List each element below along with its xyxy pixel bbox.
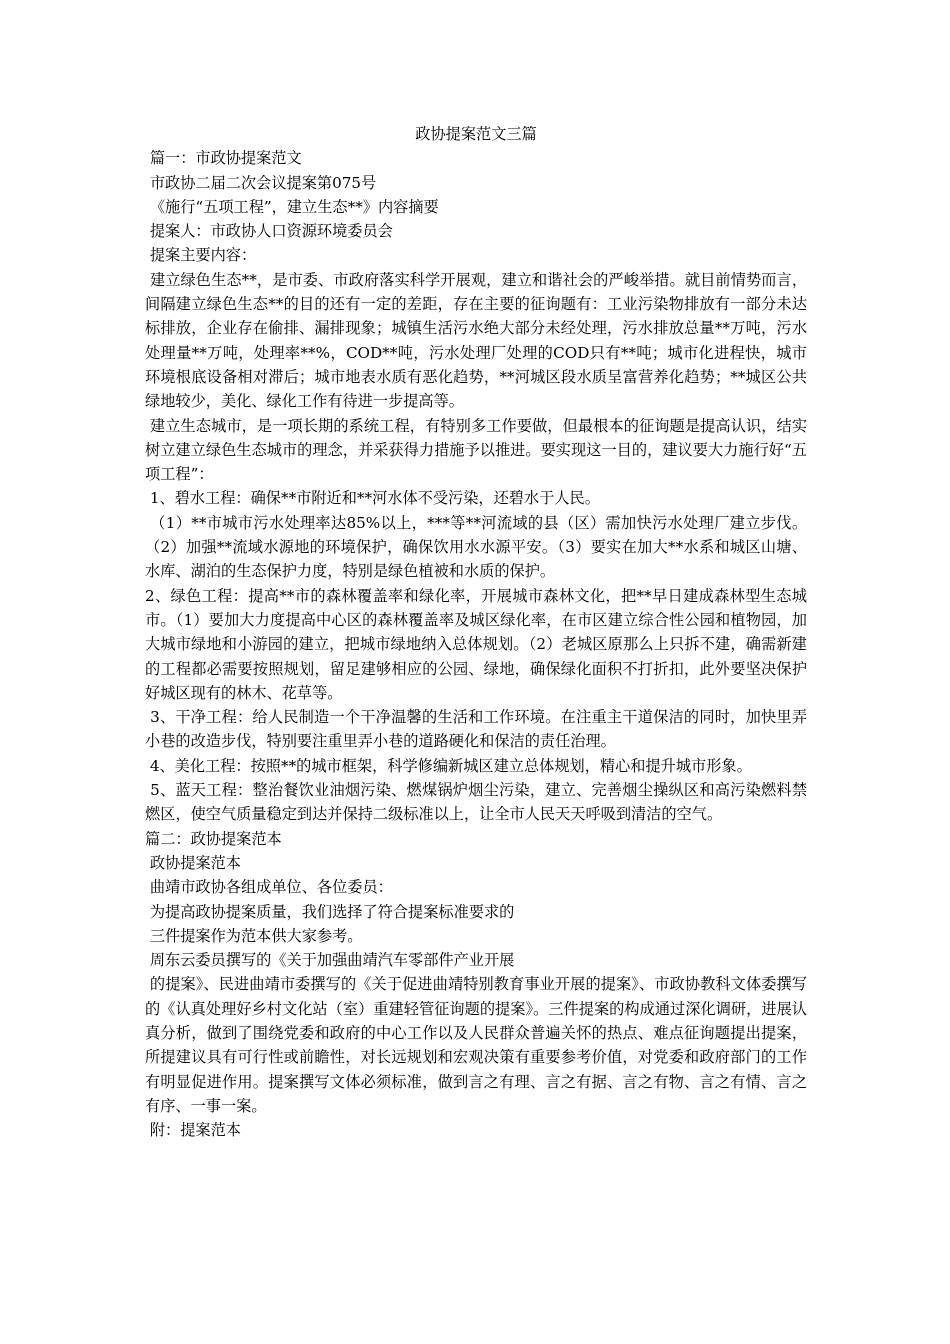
list-item: 5、蓝天工程：整治餐饮业油烟污染、燃煤锅炉烟尘污染，建立、完善烟尘操纵区和高污染燃料禁燃区，使空气质量稳定到达并保持二级标准以上，让全市人民天天呼吸到清洁的空气。 [145, 781, 808, 824]
salutation: 曲靖市政协各组成单位、各位委员： [145, 878, 393, 897]
body-paragraph: 为提高政协提案质量，我们选择了符合提案标准要求的 [145, 902, 515, 921]
document-page [145, 122, 807, 1142]
list-item: 4、美化工程：按照**的城市框架，科学修编新城区建立总体规划，精心和提升城市形象。 [145, 756, 752, 775]
list-item: 2、绿色工程：提高**市的森林覆盖率和绿化率，开展城市森林文化，把**早日建成森林型生态城市。（1）要加大力度提高中心区的森林覆盖率及城区绿化率，在市区建立综合性公园和植物园，加大城市绿地和小游园的建立，把城市绿地纳入总体规划。（2）老城区原那么上只拆不建，确需新建的工程都必需要按照规划，留足建够相应的公园、绿地，确保绿化面积不打折扣，此外要坚决保护好城区现有的林木、花草等。 [145, 586, 807, 702]
list-item: （1）**市城市污水处理率达85%以上，***等**河流域的县（区）需加快污水处理厂建立步伐。（2）加强**流域水源地的环境保护，确保饮用水水源平安。（3）要实在加大**水系和城区山塘、水库、湖泊的生态保护力度，特别是绿色植被和水质的保护。 [145, 513, 808, 581]
list-item: 1、碧水工程：确保**市附近和**河水体不受污染，还碧水于人民。 [145, 489, 600, 508]
section-heading-1: 篇一：市政协提案范文 [145, 149, 302, 168]
body-paragraph: 三件提案作为范本供大家参考。 [145, 926, 363, 945]
body-paragraph: 建立绿色生态**，是市委、市政府落实科学开展观，建立和谐社会的严峻举措。就目前情势而言，间隔建立绿色生态**的目的还有一定的差距，存在主要的征询题有：工业污染物排放有一部分未达标排放，企业存在偷排、漏排现象；城镇生活污水绝大部分未经处理，污水排放总量**万吨，污水处理量**万吨，处理率**%，COD**吨，污水处理厂处理的COD只有**吨；城市化进程快，城市环境根底设备相对滞后；城市地表水质有恶化趋势，**河城区段水质呈富营养化趋势；**城区公共绿地较少，美化、绿化工作有待进一步提高等。 [145, 270, 808, 411]
proposer: 提案人：市政协人口资源环境委员会 [145, 222, 393, 241]
content-label: 提案主要内容： [145, 246, 257, 265]
body-paragraph: 建立生态城市，是一项长期的系统工程，有特别多工作要做，但最根本的征询题是提高认识，结实树立建立绿色生态城市的理念，并采获得力措施予以推进。要实现这一目的，建议要大力施行好“五项工程”： [145, 416, 808, 484]
list-item: 3、干净工程：给人民制造一个干净温馨的生活和工作环境。在注重主干道保洁的同时，加快里弄小巷的改造步伐，特别要注重里弄小巷的道路硬化和保洁的责任治理。 [145, 708, 808, 751]
proposal-number: 市政协二届二次会议提案第075号 [145, 173, 377, 192]
document-title: 政协提案范文三篇 [415, 125, 537, 143]
proposal-title: 《施行“五项工程”，建立生态**》内容摘要 [145, 197, 439, 216]
subtitle: 政协提案范本 [145, 853, 241, 872]
appendix-label: 附：提案范本 [145, 1121, 241, 1140]
body-paragraph: 周东云委员撰写的《关于加强曲靖汽车零部件产业开展 [145, 951, 515, 970]
section-heading-2: 篇二：政协提案范本 [145, 829, 282, 848]
body-paragraph: 的提案》、民进曲靖市委撰写的《关于促进曲靖特别教育事业开展的提案》、市政协教科文体委撰写的《认真处理好乡村文化站（室）重建轻管征询题的提案》。三件提案的构成通过深化调研，进展认真分析，做到了围绕党委和政府的中心工作以及人民群众普遍关怀的热点、难点征询题提出提案，所提建议具有可行性或前瞻性，对长远规划和宏观决策有重要参考价值，对党委和政府部门的工作有明显促进作用。提案撰写文体必须标准，做到言之有理、言之有据、言之有物、言之有情、言之有序、一事一案。 [145, 975, 807, 1115]
